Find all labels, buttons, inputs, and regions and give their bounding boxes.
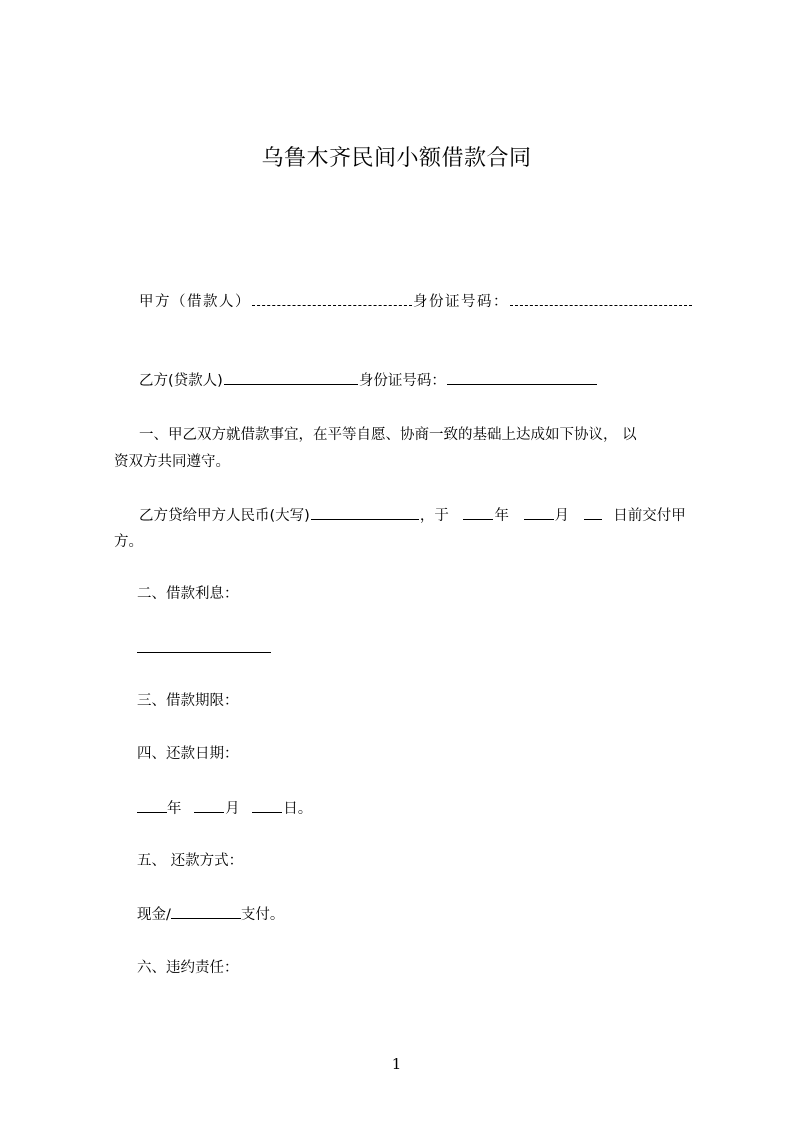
party-b-id-blank[interactable] (447, 370, 597, 385)
repay-method-heading: 五、 还款方式： (137, 853, 244, 869)
loan-amount-line (139, 505, 686, 526)
repay-year-blank[interactable] (137, 798, 167, 813)
loan-line2: 方。 (114, 534, 143, 550)
party-b-line (139, 370, 598, 391)
repay-method-suffix: 支付。 (240, 907, 285, 923)
interest-heading: 二、借款利息： (137, 586, 239, 602)
party-b-id-label: 身份证号码： (358, 373, 446, 389)
loan-prefix: 乙方贷给甲方人民币(大写) (139, 508, 310, 524)
repay-method-line (137, 904, 284, 925)
party-b-name-blank[interactable] (224, 370, 358, 385)
party-a-id-blank[interactable] (510, 291, 692, 306)
interest-line (137, 638, 271, 659)
page-number: 1 (391, 1055, 402, 1073)
party-a-label: 甲方（借款人） (139, 294, 251, 310)
loan-amount-blank[interactable] (311, 505, 419, 520)
loan-day-blank[interactable] (584, 505, 602, 520)
repay-method-prefix: 现金/ (137, 907, 171, 923)
loan-month-blank[interactable] (524, 505, 554, 520)
breach-heading: 六、违约责任： (137, 960, 239, 976)
clause1-line2: 资双方共同遵守。 (114, 454, 230, 470)
repay-month-label: 月 (225, 801, 240, 817)
interest-blank[interactable] (137, 638, 271, 653)
repay-year-label: 年 (167, 801, 182, 817)
party-a-name-blank[interactable] (252, 291, 412, 306)
loan-year-blank[interactable] (463, 505, 493, 520)
repay-month-blank[interactable] (194, 798, 224, 813)
loan-comma-yu: ，于 (419, 508, 449, 524)
repay-method-blank[interactable] (171, 904, 241, 919)
loan-tail: 日前交付甲 (613, 508, 686, 524)
term-heading: 三、借款期限： (137, 693, 239, 709)
loan-month-label: 月 (554, 508, 570, 524)
loan-year-label: 年 (494, 508, 509, 524)
repay-date-heading: 四、还款日期： (137, 746, 239, 762)
repay-day-label: 日。 (283, 801, 313, 817)
repay-date-line (137, 798, 312, 819)
clause1-line1: 一、甲乙双方就借款事宜，在平等自愿、协商一致的基础上达成如下协议， 以 (139, 427, 637, 443)
party-a-line (139, 291, 693, 312)
party-b-label: 乙方(贷款人) (139, 373, 223, 389)
document-title: 乌鲁木齐民间小额借款合同 (261, 146, 532, 171)
party-a-id-label: 身份证号码： (413, 294, 509, 310)
repay-day-blank[interactable] (252, 798, 282, 813)
